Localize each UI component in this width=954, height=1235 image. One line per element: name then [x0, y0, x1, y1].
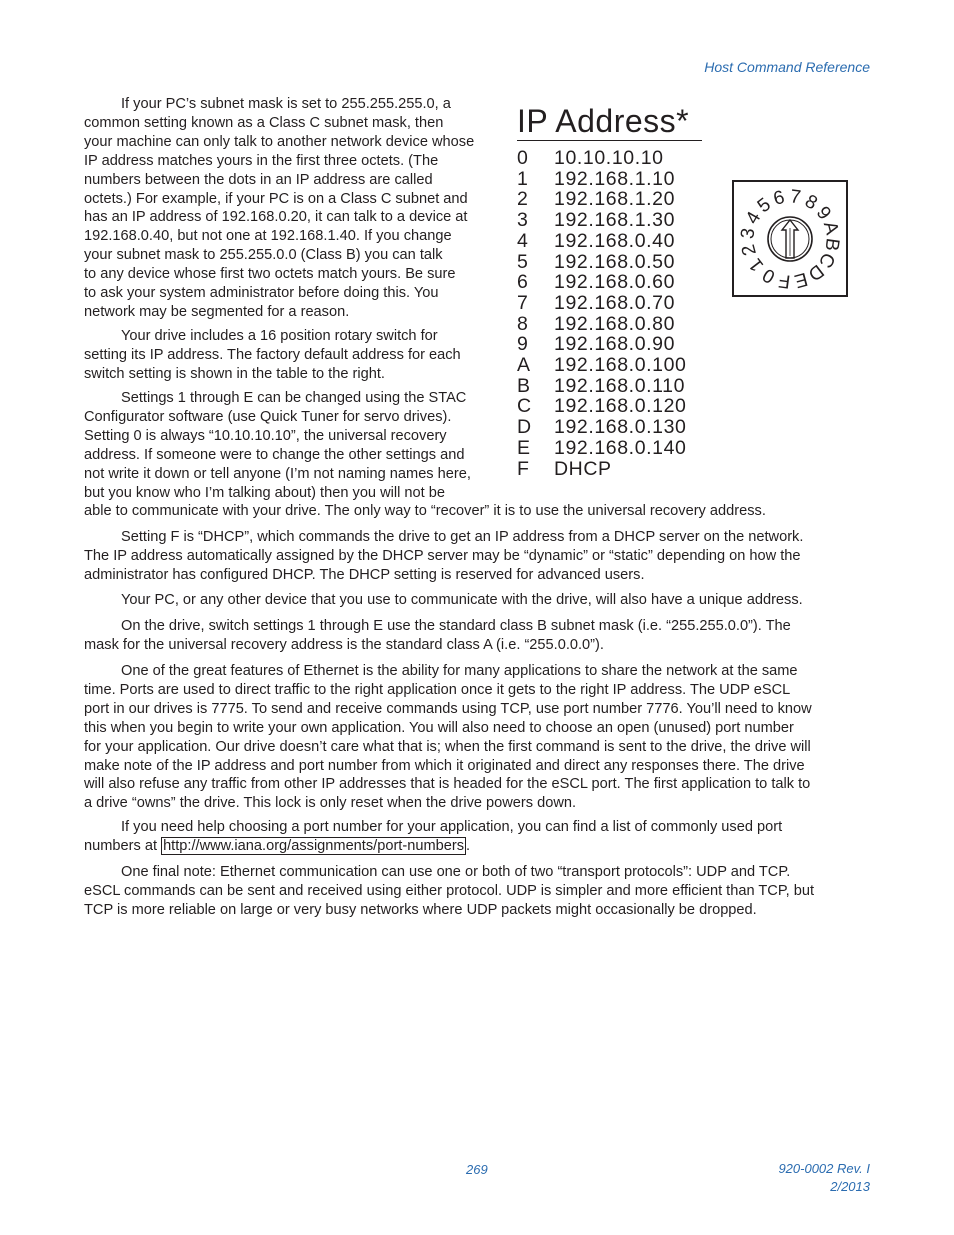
text-line: eSCL commands can be sent and received using either protocol. UDP is simpler and more efficient than TCP, but	[84, 882, 815, 899]
switch-position: C	[517, 395, 532, 418]
port-numbers-line2: numbers at	[84, 837, 162, 854]
text-line: 192.168.0.40, but not one at 192.168.1.40. If you change	[84, 228, 452, 245]
ip-table-row	[517, 272, 687, 293]
ip-address-value: 192.168.0.90	[554, 333, 676, 356]
dial-position-label: C	[813, 248, 839, 272]
text-line: setting its IP address. The factory default address for each	[84, 346, 461, 363]
ip-table-row	[517, 252, 687, 273]
text-line: able to communicate with your drive. The only way to “recover” it is to use the universal recovery address.	[84, 503, 766, 520]
text-line: Setting F is “DHCP”, which commands the drive to get an IP address from a DHCP server on the network.	[121, 529, 804, 545]
text-line: make note of the IP address and port number from which it originated and direct any responses there. The drive	[84, 757, 805, 774]
switch-position: 8	[517, 312, 529, 335]
ip-address-table	[517, 148, 687, 479]
revision-date: 2/2013	[830, 1179, 870, 1194]
dial-position-label: F	[777, 269, 792, 292]
text-line: mask for the universal recovery address is the standard class A (i.e. “255.0.0.0”).	[84, 636, 604, 653]
switch-position: E	[517, 436, 531, 459]
port-numbers-line1: If you need help choosing a port number for your application, you can find a list of commonly used port	[121, 819, 783, 835]
text-line: octets.) For example, if your PC is on a Class C subnet and	[84, 190, 468, 207]
ip-table-row	[517, 376, 687, 397]
iana-port-numbers-link[interactable]: http://www.iana.org/assignments/port-numbers	[163, 837, 464, 854]
ip-table-row	[517, 314, 687, 335]
switch-position: B	[517, 374, 531, 397]
switch-position: 3	[517, 209, 529, 232]
ip-address-value: 192.168.0.100	[554, 354, 687, 377]
switch-position: 9	[517, 333, 529, 356]
ip-table-row	[517, 396, 687, 417]
ip-title-rule	[517, 140, 702, 141]
text-line: to ask your system administrator before doing this. You	[84, 285, 439, 302]
ip-address-value: 10.10.10.10	[554, 147, 664, 169]
ip-table-row	[517, 459, 687, 480]
dial-position-label: 8	[801, 190, 821, 215]
dial-position-label: 6	[771, 186, 787, 210]
text-line: Setting 0 is always “10.10.10.10”, the universal recovery	[84, 427, 447, 444]
ip-address-value: 192.168.1.20	[554, 188, 676, 211]
paragraph-port-numbers: If you need help choosing a port number for your application, you can find a list of commonly used port numbers at http://www.iana.org/assignments/port-numbers .	[84, 819, 783, 854]
text-line: Configurator software (use Quick Tuner for servo drives).	[84, 408, 452, 425]
text-line: TCP is more reliable on large or very busy networks where UDP packets might occasionally be dropped.	[84, 901, 757, 918]
dial-position-label: 0	[759, 263, 779, 288]
switch-position: D	[517, 416, 532, 439]
text-line: One final note: Ethernet communication can use one or both of two “transport protocols”: UDP and TCP.	[121, 864, 791, 880]
switch-position: 4	[517, 229, 529, 252]
dial-position-label: D	[803, 259, 828, 285]
text-line: On the drive, switch settings 1 through E use the standard class B subnet mask (i.e. “255.255.0.0”). The	[121, 618, 791, 634]
text-line: to any device whose first two octets match yours. Be sure	[84, 266, 456, 283]
dial-position-label: A	[818, 219, 843, 237]
switch-position: 6	[517, 271, 529, 294]
switch-position: 1	[517, 167, 529, 190]
paragraph-dhcp	[84, 528, 874, 585]
text-line: Your drive includes a 16 position rotary switch for	[121, 328, 438, 344]
text-line: Your PC, or any other device that you use to communicate with the drive, will also have a unique address.	[121, 592, 803, 608]
text-line: this when you begin to write your own application. You will also need to choose an open (unused) port number	[84, 719, 794, 736]
switch-position: 7	[517, 291, 529, 314]
rotary-switch-diagram	[732, 180, 848, 297]
text-line: If your PC’s subnet mask is set to 255.255.255.0, a	[121, 96, 451, 112]
document-revision	[778, 1160, 870, 1196]
switch-position: 5	[517, 250, 529, 273]
page-number: 269	[466, 1162, 488, 1177]
ip-table-row	[517, 293, 687, 314]
paragraph-transport-protocols	[84, 863, 874, 920]
text-line: numbers between the dots in an IP address are called	[84, 171, 433, 188]
ip-address-value: 192.168.0.140	[554, 436, 687, 459]
switch-position: 2	[517, 188, 529, 211]
dial-position-label: 4	[741, 208, 766, 228]
text-line: not write it down or tell anyone (I’m not naming names here,	[84, 465, 471, 482]
ip-table-row	[517, 334, 687, 355]
ip-table-row	[517, 355, 687, 376]
text-line: network may be segmented for a reason.	[84, 303, 350, 320]
switch-position: F	[517, 457, 530, 480]
ip-address-value: 192.168.0.110	[554, 374, 686, 397]
paragraph-subnet-mask	[84, 95, 504, 322]
ip-address-value: 192.168.0.60	[554, 271, 676, 294]
ip-table-row	[517, 417, 687, 438]
ip-address-value: 192.168.0.50	[554, 250, 676, 273]
ip-address-value: 192.168.0.70	[554, 291, 676, 314]
paragraph-pc-address	[84, 591, 874, 610]
switch-position: 0	[517, 147, 529, 169]
dial-position-label: B	[820, 236, 843, 253]
text-line: a drive “owns” the drive. This lock is only reset when the drive powers down.	[84, 795, 577, 812]
ip-address-value: 192.168.0.40	[554, 229, 676, 252]
ip-address-value: 192.168.1.30	[554, 209, 676, 232]
text-line: your machine can only talk to another network device whose	[84, 133, 475, 150]
text-line: for your application. Our drive doesn’t care what that is; when the first command is sent to the drive, the drive will	[84, 738, 811, 755]
text-line: will also refuse any traffic from other IP addresses that is headed for the eSCL port. The first application to talk to	[84, 776, 811, 793]
ip-table-row	[517, 169, 687, 190]
ip-table-row	[517, 189, 687, 210]
text-line: port in our drives is 7775. To send and receive commands using TCP, use port number 7776. You’ll need to know	[84, 700, 812, 717]
ip-table-row	[517, 231, 687, 252]
paragraph-ports	[84, 662, 874, 813]
text-line: common setting known as a Class C subnet mask, then	[84, 114, 444, 131]
text-line: your subnet mask to 255.255.0.0 (Class B) you can talk	[84, 247, 443, 264]
dial-position-label: 1	[745, 254, 769, 276]
ip-table-row	[517, 210, 687, 231]
paragraph-settings-1-e	[84, 389, 874, 521]
text-line: Settings 1 through E can be changed using the STAC	[121, 390, 467, 406]
dial-position-label: 9	[811, 202, 835, 224]
text-line: The IP address automatically assigned by the DHCP server may be “dynamic” or “static” depending on how the	[84, 547, 801, 564]
text-line: has an IP address of 192.168.0.20, it can talk to a device at	[84, 209, 468, 226]
dial-position-label: 5	[753, 194, 775, 218]
text-line: but you know who I’m talking about) then you will not be	[84, 484, 445, 501]
dial-position-label: E	[792, 267, 810, 292]
ip-address-value: 192.168.0.130	[554, 416, 687, 439]
rotary-switch-icon	[734, 182, 846, 295]
running-header: Host Command Reference	[704, 59, 870, 75]
paragraph-subnet-class	[84, 617, 874, 655]
ip-address-value: 192.168.0.80	[554, 312, 676, 335]
text-line: One of the great features of Ethernet is the ability for many applications to share the network at the same	[121, 663, 798, 679]
dial-position-label: 7	[788, 186, 803, 209]
switch-position: A	[517, 354, 531, 377]
revision-label: 920-0002 Rev. I	[778, 1161, 870, 1176]
text-line: IP address matches yours in the first three octets. (The	[84, 152, 439, 169]
dial-position-label: 3	[737, 226, 760, 241]
text-line: address. If someone were to change the other settings and	[84, 446, 465, 463]
ip-address-value: 192.168.1.10	[554, 167, 676, 190]
dial-position-label: 2	[737, 242, 761, 258]
ip-address-value: 192.168.0.120	[554, 395, 687, 418]
ip-address-value: DHCP	[554, 457, 612, 480]
text-line: time. Ports are used to direct traffic to the right application once it gets to the right IP address. The UDP eSCL	[84, 681, 791, 698]
ip-table-row	[517, 438, 687, 459]
ip-table-title: IP Address*	[517, 103, 690, 139]
paragraph-rotary-switch	[84, 327, 504, 384]
text-line: switch setting is shown in the table to the right.	[84, 365, 385, 382]
ip-table-row	[517, 148, 687, 169]
text-line: administrator has configured DHCP. The DHCP setting is reserved for advanced users.	[84, 566, 645, 583]
